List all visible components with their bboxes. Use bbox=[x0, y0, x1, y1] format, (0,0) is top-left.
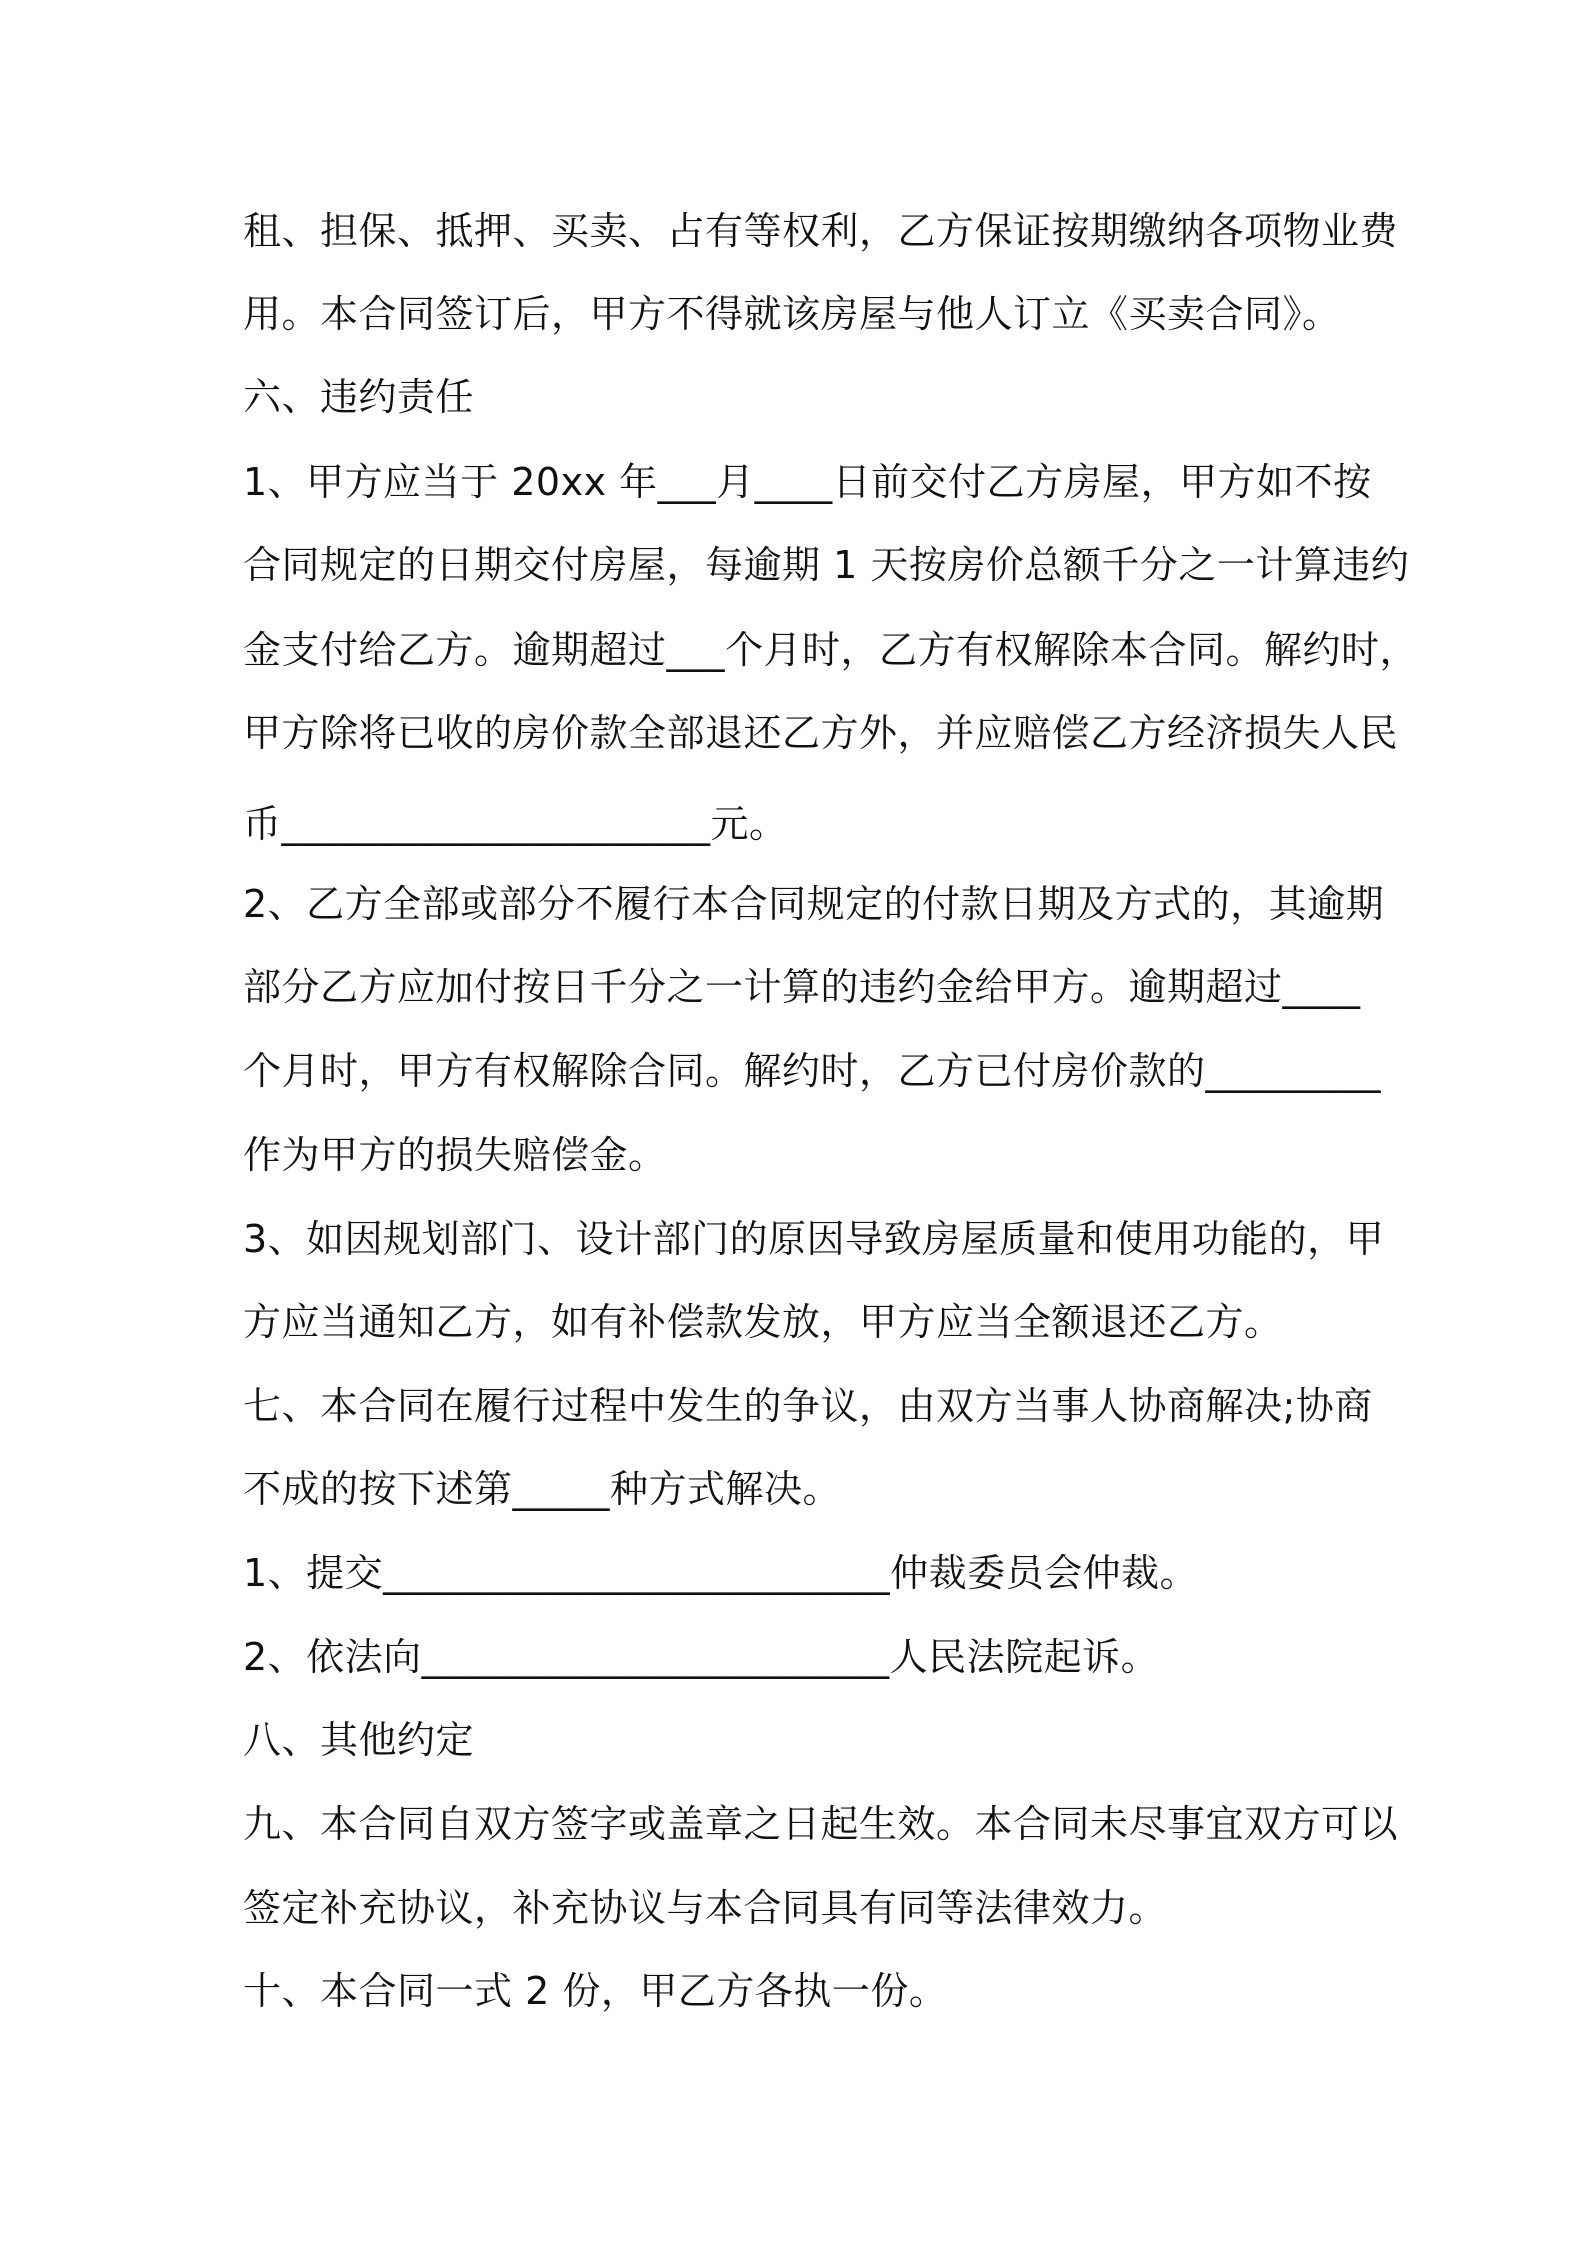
text-line: 币______________________元。 bbox=[243, 802, 788, 846]
text-line: 合同规定的日期交付房屋，每逾期 1 天按房价总额千分之一计算违约 bbox=[243, 543, 1410, 587]
text-line: 不成的按下述第_____种方式解决。 bbox=[243, 1467, 842, 1511]
text-line: 签定补充协议，补充协议与本合同具有同等法律效力。 bbox=[243, 1886, 1168, 1930]
text-line: 方应当通知乙方，如有补偿款发放，甲方应当全额退还乙方。 bbox=[243, 1300, 1283, 1344]
section-heading: 六、违约责任 bbox=[243, 375, 475, 419]
section-heading: 八、其他约定 bbox=[243, 1718, 475, 1762]
text-line: 用。本合同签订后，甲方不得就该房屋与他人订立《买卖合同》。 bbox=[243, 292, 1341, 336]
text-line: 金支付给乙方。逾期超过___个月时，乙方有权解除本合同。解约时， bbox=[243, 628, 1419, 672]
text-line: 1、甲方应当于 20xx 年___月____日前交付乙方房屋，甲方如不按 bbox=[243, 460, 1372, 504]
text-line: 作为甲方的损失赔偿金。 bbox=[243, 1133, 667, 1177]
text-line: 租、担保、抵押、买卖、占有等权利，乙方保证按期缴纳各项物业费 bbox=[243, 209, 1399, 253]
text-line: 1、提交__________________________仲裁委员会仲裁。 bbox=[243, 1551, 1199, 1595]
text-line: 个月时，甲方有权解除合同。解约时，乙方已付房价款的_________ bbox=[243, 1049, 1382, 1093]
text-line: 七、本合同在履行过程中发生的争议，由双方当事人协商解决;协商 bbox=[243, 1384, 1373, 1428]
text-line: 2、乙方全部或部分不履行本合同规定的付款日期及方式的，其逾期 bbox=[243, 882, 1385, 926]
text-line: 部分乙方应加付按日千分之一计算的违约金给甲方。逾期超过____ bbox=[243, 965, 1361, 1009]
text-line: 十、本合同一式 2 份，甲乙方各执一份。 bbox=[243, 1969, 948, 2013]
text-line: 甲方除将已收的房价款全部退还乙方外，并应赔偿乙方经济损失人民 bbox=[243, 711, 1399, 755]
text-line: 2、依法向________________________人民法院起诉。 bbox=[243, 1635, 1160, 1679]
text-line: 3、如因规划部门、设计部门的原因导致房屋质量和使用功能的，甲 bbox=[243, 1217, 1385, 1261]
text-line: 九、本合同自双方签字或盖章之日起生效。本合同未尽事宜双方可以 bbox=[243, 1802, 1399, 1846]
